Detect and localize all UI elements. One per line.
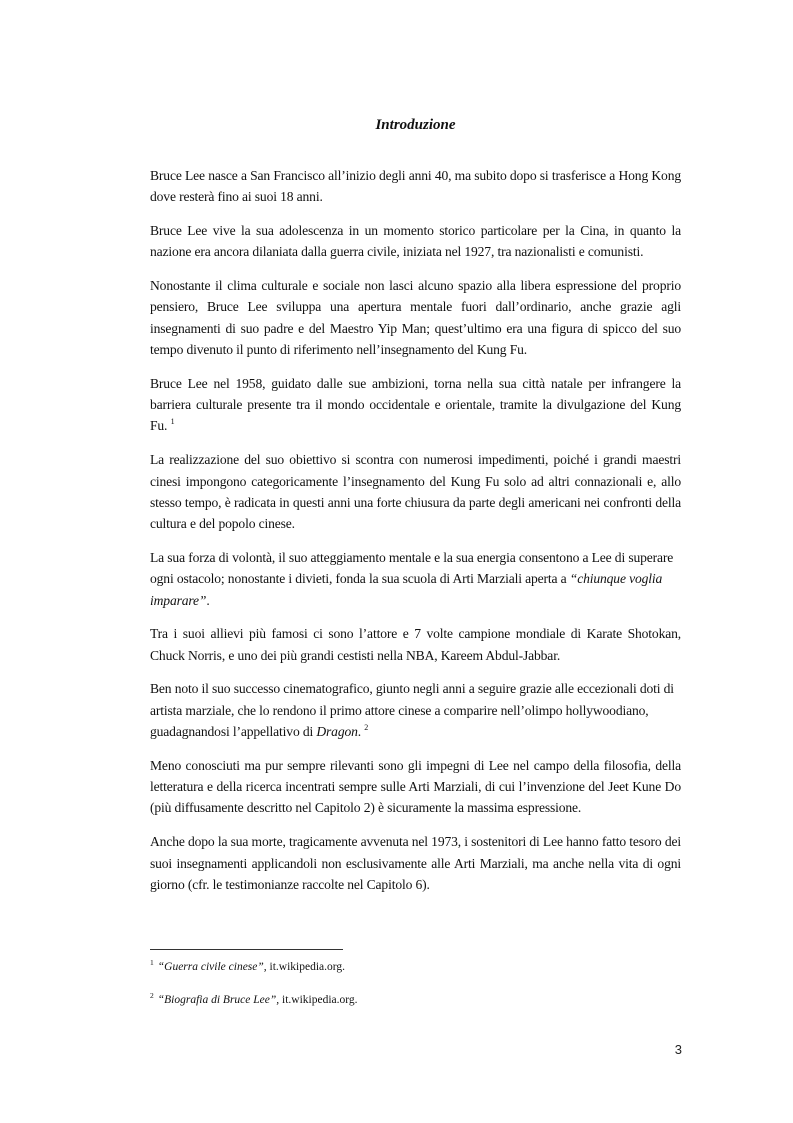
- paragraph-text: La sua forza di volontà, il suo atteggiamento mentale e la sua energia consentono a Lee di superare ogni ostacolo; nonostante i divieti, fonda la sua scuola di Arti Marziali aperta a: [150, 549, 674, 587]
- footnote: [150, 993, 681, 1008]
- paragraph: [150, 220, 681, 263]
- footnote-divider: [150, 949, 343, 950]
- paragraph: [150, 165, 681, 208]
- paragraph-tail: .: [206, 592, 210, 608]
- page-title: Introduzione: [375, 117, 456, 133]
- paragraph-text: Ben noto il suo successo cinematografico, giunto negli anni a seguire grazie alle eccezionali doti di artista marziale, che lo rendono il primo attore cinese a comparire nell’olimpo hollywoodiano, guadagnandosi l’appellativo di: [150, 681, 674, 740]
- paragraph: [150, 623, 681, 666]
- paragraph-text: Bruce Lee nasce a San Francisco all’inizio degli anni 40, ma subito dopo si trasferisce a Hong Kong dove resterà fino ai suoi 18 anni.: [150, 168, 681, 205]
- paragraph: [150, 831, 681, 895]
- footnote-source-link[interactable]: it.wikipedia.org.: [269, 961, 346, 973]
- paragraph-text: Bruce Lee vive la sua adolescenza in un momento storico particolare per la Cina, in quanto la nazione era ancora dilaniata dalla guerra civile, iniziata nel 1927, tra nazionalisti e comunisti.: [150, 223, 681, 260]
- paragraph: [150, 373, 681, 437]
- paragraph-tail: .: [357, 724, 362, 740]
- italic-term: Dragon: [316, 724, 358, 740]
- page-number: 3: [674, 1042, 682, 1057]
- italic-quote: “chiunque voglia imparare”: [150, 571, 663, 608]
- paragraph-text: Meno conosciuti ma pur sempre rilevanti sono gli impegni di Lee nel campo della filosofia, della letteratura e della ricerca incentrati sempre sulle Arti Marziali, di cui l’invenzione del Jeet Kune Do (più diffusamente descritto nel Capitolo 2) è sicuramente la massima espressione.: [150, 757, 681, 816]
- paragraph-text: La realizzazione del suo obiettivo si scontra con numerosi impedimenti, poiché i grandi maestri cinesi impongono categoricamente l’insegnamento del Kung Fu solo ad altri connazionali e, allo stesso tempo, è radicata in questi anni una forte chiusura da parte degli americani nei confronti della cultura e del popolo cinese.: [150, 452, 681, 532]
- footnote: [150, 960, 681, 975]
- paragraph: [150, 275, 681, 360]
- footnotes: [150, 960, 681, 1026]
- paragraph-text: Bruce Lee nel 1958, guidato dalle sue ambizioni, torna nella sua città natale per infrangere la barriera culturale presente tra il mondo occidentale e orientale, tramite la divulgazione del Kung Fu.: [150, 375, 681, 434]
- body-text: [150, 165, 681, 908]
- paragraph-text: Nonostante il clima culturale e sociale non lasci alcuno spazio alla libera espressione del proprio pensiero, Bruce Lee sviluppa una apertura mentale fuori dall’ordinario, anche grazie agli insegnamenti di suo padre e del Maestro Yip Man; quest’ultimo era una figura di spicco del suo tempo divenuto il punto di riferimento nell’insegnamento del Kung Fu.: [150, 278, 681, 358]
- footnote-ref[interactable]: 2: [364, 723, 369, 733]
- paragraph: [150, 678, 681, 742]
- paragraph: [150, 547, 681, 611]
- footnote-source-link[interactable]: it.wikipedia.org.: [282, 994, 358, 1006]
- footnote-number: 2: [150, 991, 154, 1000]
- paragraph: [150, 449, 681, 534]
- footnote-number: 1: [150, 958, 154, 967]
- paragraph-text: Tra i suoi allievi più famosi ci sono l’attore e 7 volte campione mondiale di Karate Shotokan, Chuck Norris, e uno dei più grandi cestisti nella NBA, Kareem Abdul-Jabbar.: [150, 626, 681, 663]
- paragraph: [150, 755, 681, 819]
- footnote-ref[interactable]: 1: [170, 417, 175, 427]
- footnote-title: “Biografia di Bruce Lee”,: [157, 994, 280, 1006]
- footnote-title: “Guerra civile cinese”,: [157, 961, 267, 973]
- paragraph-text: Anche dopo la sua morte, tragicamente avvenuta nel 1973, i sostenitori di Lee hanno fatto tesoro dei suoi insegnamenti applicandoli non esclusivamente alle Arti Marziali, ma anche nella vita di ogni giorno (cfr. le testimonianze raccolte nel Capitolo 6).: [150, 834, 681, 892]
